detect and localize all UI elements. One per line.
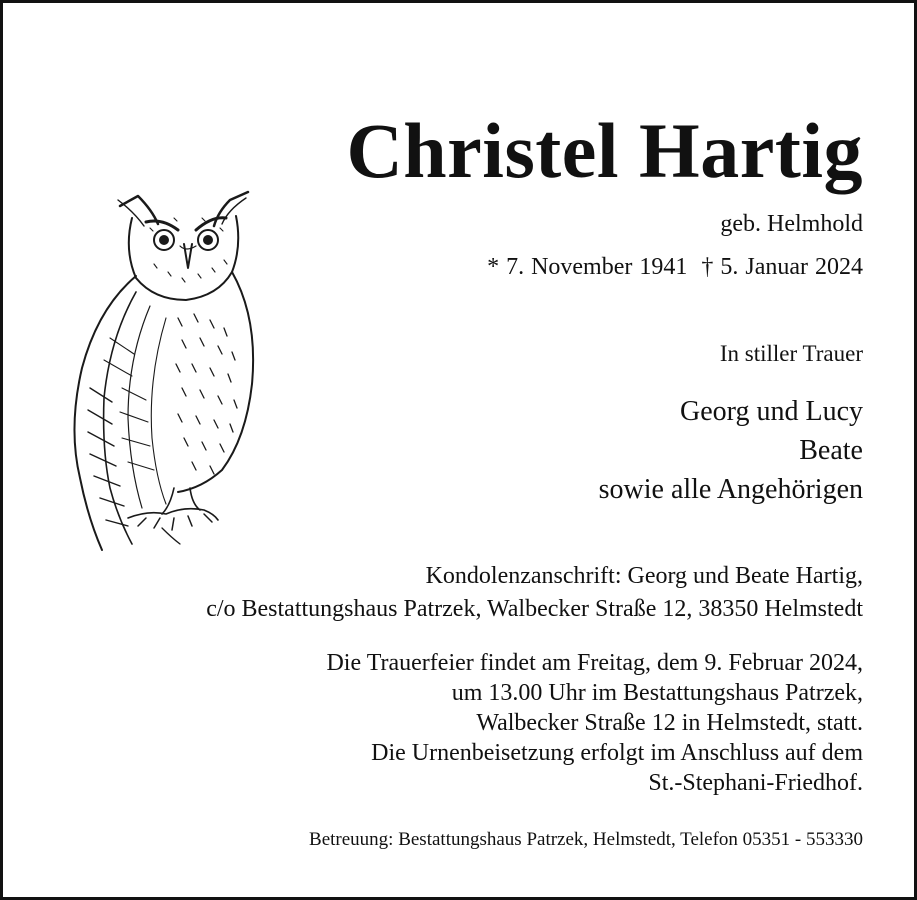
service-line: Die Urnenbeisetzung erfolgt im Anschluss auf dem — [371, 740, 863, 766]
service-line: Walbecker Straße 12 in Helmstedt, statt. — [476, 710, 863, 736]
maiden-name: geb. Helmhold — [720, 211, 863, 237]
owl-illustration — [62, 188, 262, 560]
death-date: † 5. Januar 2024 — [701, 254, 863, 280]
birth-date: * 7. November 1941 — [487, 254, 688, 280]
condolence-line: Kondolenzanschrift: Georg und Beate Hartig, — [425, 563, 863, 589]
condolence-line: c/o Bestattungshaus Patrzek, Walbecker Straße 12, 38350 Helmstedt — [206, 596, 863, 622]
service-details — [326, 648, 863, 798]
life-dates — [487, 254, 863, 281]
mourning-heading: In stiller Trauer — [719, 341, 863, 366]
service-line: Die Trauerfeier findet am Freitag, dem 9. Februar 2024, — [326, 650, 863, 676]
mourner-line: sowie alle Angehörigen — [598, 474, 863, 505]
service-line: um 13.00 Uhr im Bestattungshaus Patrzek, — [451, 680, 863, 706]
mourners-list — [599, 392, 863, 509]
mourner-line: Beate — [799, 435, 863, 466]
mourner-line: Georg und Lucy — [680, 396, 863, 427]
funeral-home-credit: Betreuung: Bestattungshaus Patrzek, Helmstedt, Telefon 05351 - 553330 — [309, 829, 863, 850]
service-line: St.-Stephani-Friedhof. — [648, 770, 863, 796]
deceased-name: Christel Hartig — [346, 107, 863, 194]
condolence-address — [206, 560, 863, 626]
